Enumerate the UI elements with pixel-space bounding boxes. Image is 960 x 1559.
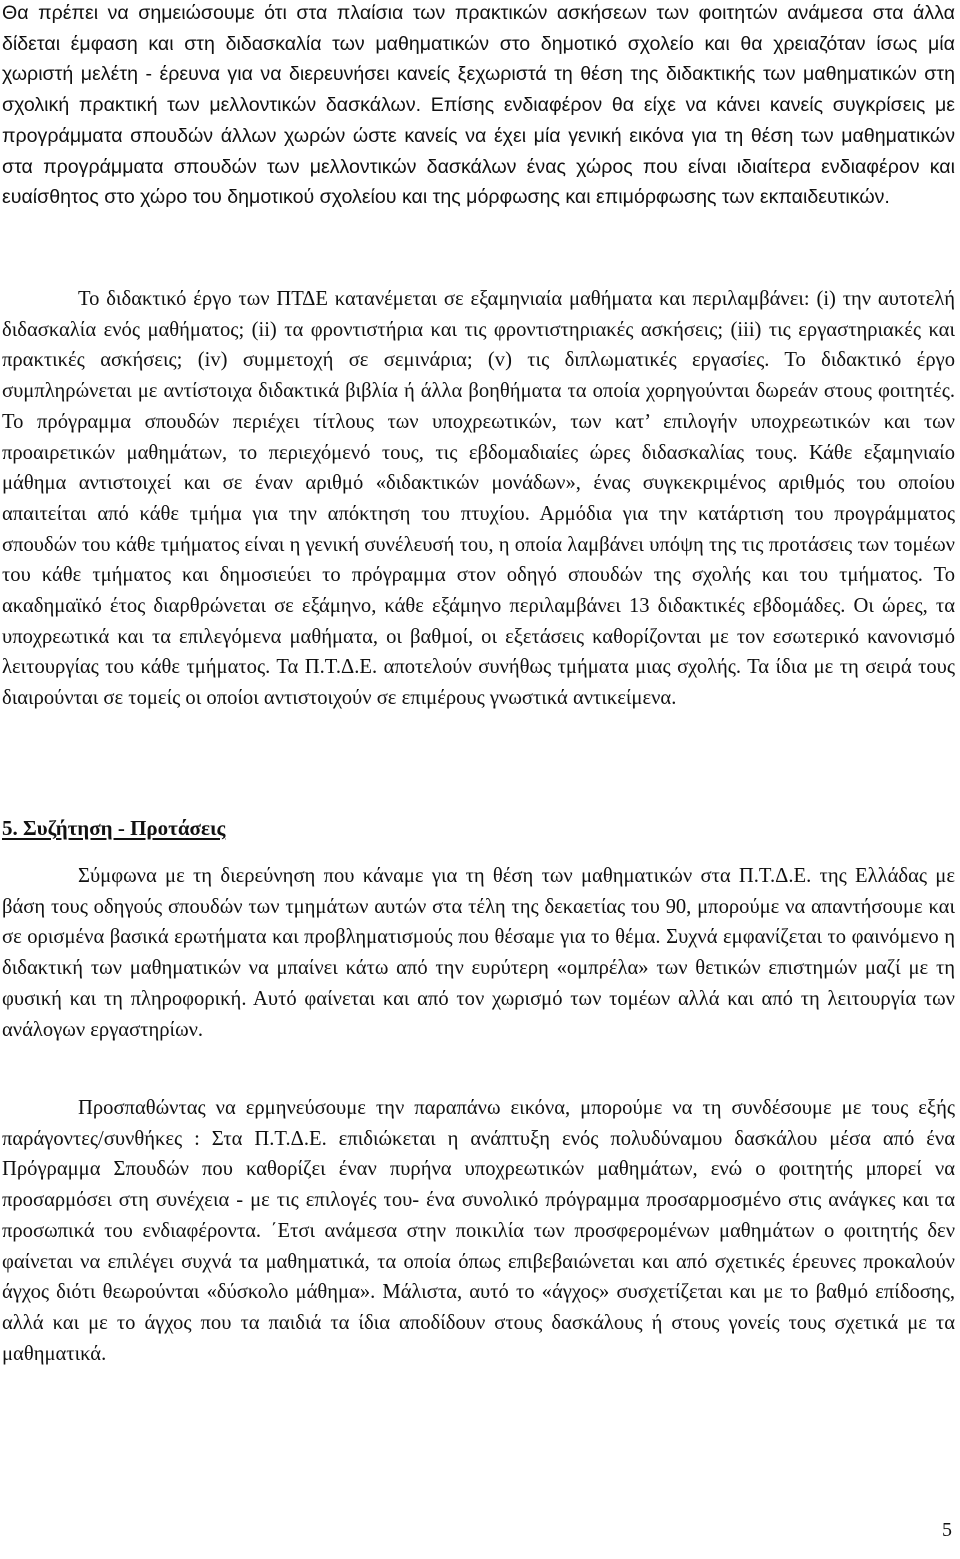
paragraph-teaching-work: Το διδακτικό έργο των ΠΤΔΕ κατανέμεται σε εξαμηνιαία μαθήματα και περιλαμβάνει: (i) την αυτοτελή διδασκαλία ενός μαθήματος; (ii) τα φροντιστήρια και τις φροντιστηριακές ασκήσεις; (iii) τις εργαστηριακές και πρακτικές ασκήσεις; (iv) συμμετοχή σε σεμινάρια; (v) τις διπλωματικές εργασίες. Το διδακτικό έργο συμπληρώνεται με αντίστοιχα διδακτικά βιβλία ή άλλα βοηθήματα τα οποία χορηγούνται δωρεάν στους φοιτητές. Το πρόγραμμα σπουδών περιέχει τίτλους των υποχρεωτικών, των κατ’ επιλογήν υποχρεωτικών και των προαιρετικών μαθημάτων, το περιεχόμενό τους, τις εβδομαδιαίες ώρες διδασκαλίας τους. Κάθε εξαμηνιαίο μάθημα αντιστοιχεί και σε έναν αριθμό «διδακτικών μονάδων», ένας συγκεκριμένος αριθμός του οποίου απαιτείται από κάθε τμήμα για την απόκτηση του πτυχίου. Αρμόδια για την κατάρτιση του προγράμματος σπουδών του κάθε τμήματος είναι η γενική συνέλευσή του, η οποία λαμβάνει υπόψη της τις προτάσεις των τομέων του κάθε τμήματος και δημοσιεύει το πρόγραμμα στον οδηγό σπουδών της σχολής και του τμήματος. Το ακαδημαϊκό έτος διαρθρώνεται σε εξάμηνο, κάθε εξάμηνο περιλαμβάνει 13 διδακτικές εβδομάδες. Οι ώρες, τα υποχρεωτικά και τα επιλεγόμενα μαθήματα, οι βαθμοί, οι εξετάσεις καθορίζονται με τον εσωτερικό κανονισμό λειτουργίας του κάθε τμήματος. Τα Π.Τ.Δ.Ε. αποτελούν συνήθως τμήματα μιας σχολής. Τα ίδια με τη σειρά τους διαιρούνται σε τομείς οι οποίοι αντιστοιχούν σε επιμέρους γνωστικά αντικείμενα. [2, 288, 955, 710]
paragraph-discussion: Σύμφωνα με τη διερεύνηση που κάναμε για τη θέση των μαθηματικών στα Π.Τ.Δ.Ε. της Ελλάδας με βάση τους οδηγούς σπουδών των τμημάτων αυτών στα τέλη της δεκαετίας του 90, μπορούμε να απαντήσουμε και σε ορισμένα βασικά ερωτήματα και προβληματισμούς που θέσαμε για το θέμα. Συχνά εμφανίζεται το φαινόμενο η διδακτική των μαθηματικών να μπαίνει κάτω από την ευρύτερη «ομπρέλα» των θετικών επιστημών μαζί με τη φυσική και τη πληροφορική. Αυτό φαίνεται και από τον χωρισμό των τομέων αλλά και από τη λειτουργία των ανάλογων εργαστηρίων. [2, 865, 955, 1041]
page-number: 5 [942, 1519, 952, 1541]
paragraph-interpretation: Προσπαθώντας να ερμηνεύσουμε την παραπάνω εικόνα, μπορούμε να τη συνδέσουμε με τους εξής παράγοντες/συνθήκες : Στα Π.Τ.Δ.Ε. επιδιώκεται η ανάπτυξη ενός πολυδύναμου δασκάλου μέσα από ένα Πρόγραμμα Σπουδών που καθορίζει έναν πυρήνα υποχρεωτικών μαθημάτων, ενώ ο φοιτητής μπορεί να προσαρμόσει στη συνέχεια - με τις επιλογές του- ένα συνολικό πρόγραμμα προσαρμοσμένο στις ανάγκες και τα προσωπικά του ενδιαφέροντα. ΄Ετσι ανάμεσα στην ποικιλία των προσφερομένων μαθημάτων ο φοιτητής δεν φαίνεται να επιλέγει συχνά τα μαθηματικά, τα οποία όπως επιβεβαιώνεται και από σχετικές έρευνες προκαλούν άγχος διότι θεωρούνται «δύσκολο μάθημα». Μάλιστα, αυτό το «άγχος» συσχετίζεται και με το βαθμό επίδοσης, αλλά και με το άγχος που τα παιδιά τα ίδια αποδίδουν στους δασκάλους ή στους γονείς τους σχετικά με τα μαθηματικά. [2, 1097, 955, 1365]
paragraph-intro: Θα πρέπει να σημειώσουμε ότι στα πλαίσια των πρακτικών ασκήσεων των φοιτητών ανάμεσα στα άλλα δίδεται έμφαση και στη διδασκαλία των μαθηματικών στο δημοτικό σχολείο και θα χρειαζόταν ίσως μία χωριστή μελέτη - έρευνα για να διερευνήσει κανείς ξεχωριστά τη θέση της διδακτικής των μαθηματικών στη σχολική πρακτική των μελλοντικών δασκάλων. Επίσης ενδιαφέρον θα είχε να κάνει κανείς συγκρίσεις με προγράμματα σπουδών άλλων χωρών ώστε κανείς να έχει μία γενική εικόνα για τη θέση των μαθηματικών στα προγράμματα σπουδών των μελλοντικών δασκάλων ένας χώρος που είναι ιδιαίτερα ενδιαφέρον και ευαίσθητος στο χώρο του δημοτικού σχολείου και της μόρφωσης και επιμόρφωσης των εκπαιδευτικών. [2, 2, 955, 209]
section-heading: 5. Συζήτηση - Προτάσεις [2, 816, 226, 840]
